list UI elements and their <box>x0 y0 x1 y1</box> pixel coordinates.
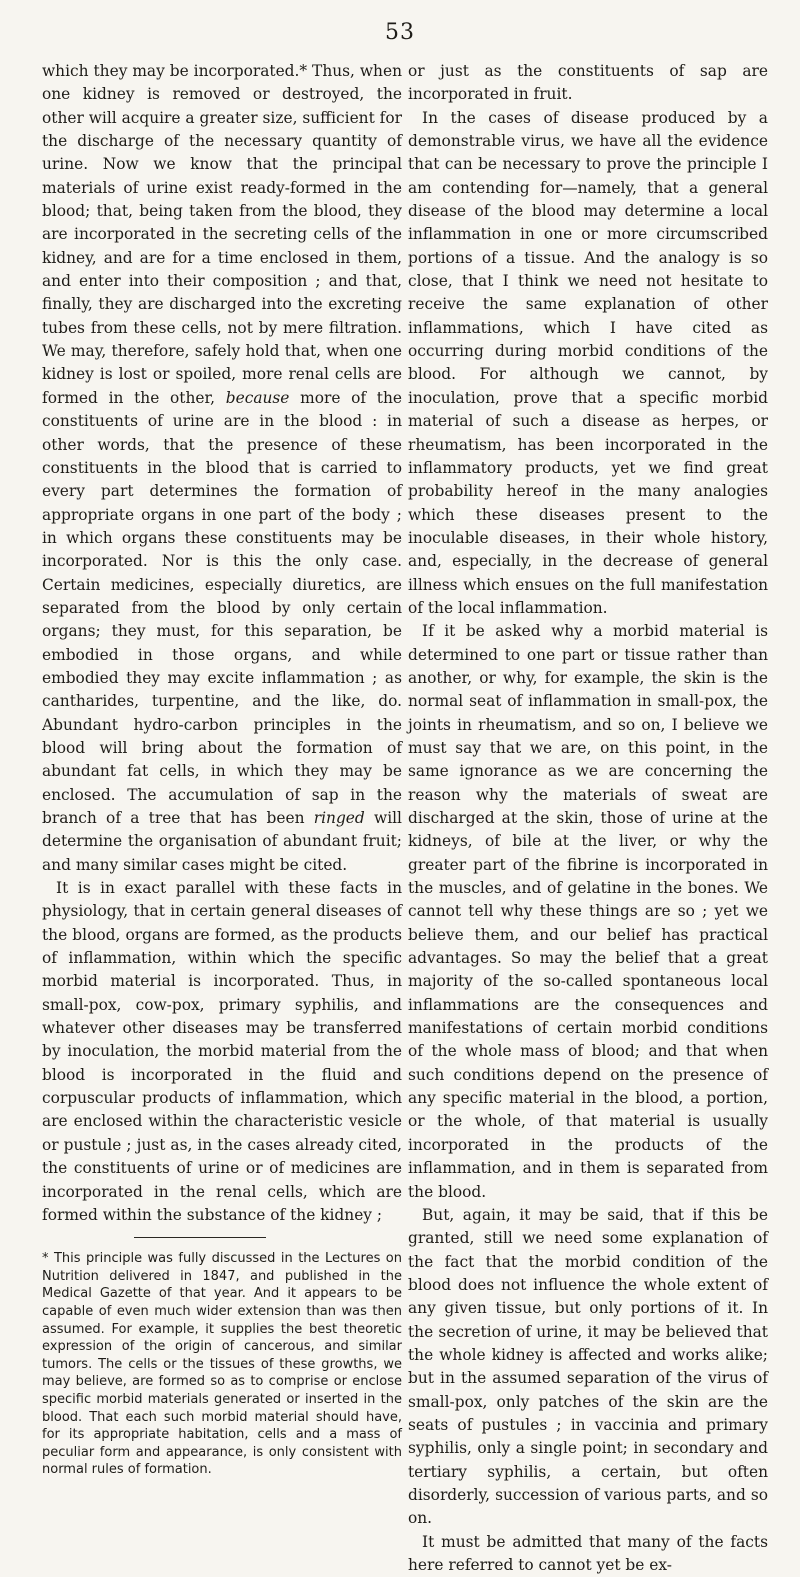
left-column <box>42 60 402 1479</box>
paragraph <box>42 60 402 877</box>
right-column <box>408 60 768 1577</box>
footnote: * This principle was fully discussed in the Lectures on Nutrition delivered in 1847, and published in the Medical Gazette of that year. And it appears to be capable of even much wider extension than was then assumed. For example, it supplies the best theoretic expression of the origin of cancerous, and similar tumors. The cells or the tissues of these growths, we may believe, are formed so as to comprise or enclose specific morbid materials generated or inserted in the blood. That each such morbid material should have, for its appropriate habitation, cells and a mass of peculiar form and appearance, is only consistent with normal rules of formation. <box>42 1251 402 1478</box>
paragraph-text: more of the constituents of urine are in the blood : in other words, that the presence of these constituents in the blood that is carried to every part determines the formation of appropriate organs in one part of the body ; in which organs these constituents may be incorporated. Nor is this the only case. Certain medicines, especially diuretics, are separated from the blood by only certain organs; they must, for this separation, be embodied in those organs, and while embodied they may excite inflammation ; as cantharides, turpentine, and the like, do. Abundant hydro-carbon principles in the blood will bring about the formation of abundant fat cells, in which they may be enclosed. The accumulation of sap in the branch of a tree that has been <box>42 388 403 827</box>
footnote-divider <box>134 1237 266 1238</box>
paragraph-text: which they may be incorporated.* Thus, when one kidney is removed or destroyed, the other will acquire a greater size, sufficient for the discharge of the necessary quantity of urine. Now we know that the principal materials of urine exist ready-formed in the blood; that, being taken from the blood, they are incorporated in the secreting cells of the kidney, and are for a time enclosed in them, and enter into their composition ; and that, finally, they are discharged into the excreting tubes from these cells, not by mere filtration. We may, therefore, safely hold that, when one kidney is lost or spoiled, more renal cells are formed in the other, <box>42 62 402 407</box>
paragraph: If it be asked why a morbid material is determined to one part or tissue rather than another, or why, for example, the skin is the normal seat of inflammation in small-pox, the joints in rheumatism, and so on, I believe we must say that we are, on this point, in the same ignorance as we are concerning the reason why the materials of sweat are discharged at the skin, those of urine at the kidneys, of bile at the liver, or why the greater part of the fibrine is incorporated in the muscles, and of gelatine in the bones. We cannot tell why these things are so ; yet we believe them, and our belief has practical advantages. So may the belief that a great majority of the so-called spontaneous local inflammations are the consequences and manifestations of certain morbid conditions of the whole mass of blood; and that when such conditions depend on the presence of any specific material in the blood, a portion, or the whole, of that material is usually incorporated in the products of the inflammation, and in them is separated from the blood. <box>408 622 768 1201</box>
paragraph: In the cases of disease produced by a demonstrable virus, we have all the evidence that can be necessary to prove the principle I am contending for—namely, that a general disease of the blood may determine a local inflammation in one or more circumscribed portions of a tissue. And the analogy is so close, that I think we need not hesitate to receive the same explanation of other inflammations, which I have cited as occurring during morbid conditions of the blood. For although we cannot, by inoculation, prove that a specific morbid material of such a disease as herpes, or rheumatism, has been incorporated in the inflammatory products, yet we find great probability hereof in the many analogies which these diseases present to the inoculable diseases, in their whole history, and, especially, in the decrease of general illness which ensues on the full manifestation of the local inflammation. <box>408 108 768 617</box>
page-number: 53 <box>385 20 415 45</box>
paragraph-text: will determine the organisation of abundant fruit; and many similar cases might be cited. <box>42 809 402 874</box>
paragraph: It is in exact parallel with these facts in physiology, that in certain general diseases of the blood, organs are formed, as the products of inflammation, within which the specific morbid material is incorporated. Thus, in small-pox, cow-pox, primary syphilis, and whatever other diseases may be transferred by inoculation, the morbid material from the blood is incorporated in the fluid and corpuscular products of inflammation, which are enclosed within the characteristic vesicle or pustule ; just as, in the cases already cited, the constituents of urine or of medicines are incorporated in the renal cells, which are formed within the substance of the kidney ; <box>42 879 402 1224</box>
paragraph: or just as the constituents of sap are incorporated in fruit. <box>408 62 768 104</box>
paragraph: But, again, it may be said, that if this be granted, still we need some explanation of the fact that the morbid condition of the blood does not influence the whole extent of any given tissue, but only portions of it. In the secretion of urine, it may be believed that the whole kidney is affected and works alike; but in the assumed separation of the virus of small-pox, only patches of the skin are the seats of pustules ; in vaccinia and primary syphilis, only a single point; in secondary and tertiary syphilis, a certain, but often disorderly, succession of various parts, and so on. <box>408 1205 768 1528</box>
emphasis-text: ringed <box>313 809 365 827</box>
paragraph: It must be admitted that many of the facts here referred to cannot yet be ex- <box>408 1532 768 1574</box>
emphasis-text: because <box>225 388 290 407</box>
